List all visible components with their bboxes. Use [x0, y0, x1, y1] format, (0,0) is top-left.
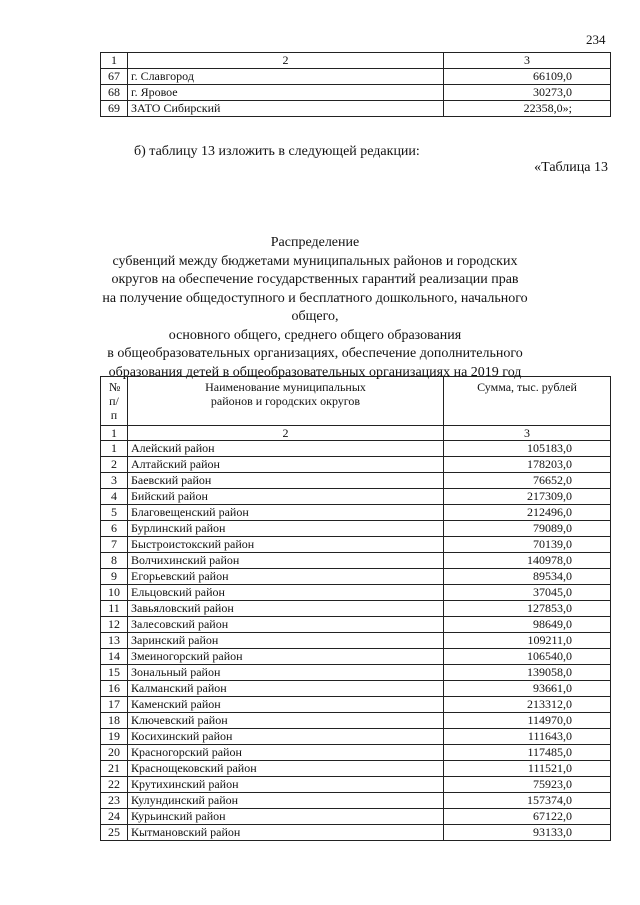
- row-number: 10: [101, 585, 128, 601]
- row-name: Алтайский район: [128, 457, 444, 473]
- row-number: 25: [101, 825, 128, 841]
- row-name: Калманский район: [128, 681, 444, 697]
- table-row: [101, 697, 611, 713]
- row-number: 15: [101, 665, 128, 681]
- heading-line: основного общего, среднего общего образования: [168, 327, 462, 343]
- table-row: [101, 505, 611, 521]
- row-name: Красногорский район: [128, 745, 444, 761]
- row-number: 7: [101, 537, 128, 553]
- row-number: 19: [101, 729, 128, 745]
- row-sum: 111521,0: [444, 761, 611, 777]
- row-sum: 117485,0: [444, 745, 611, 761]
- row-number: 21: [101, 761, 128, 777]
- row-name: ЗАТО Сибирский: [128, 101, 444, 117]
- row-name: Каменский район: [128, 697, 444, 713]
- row-number: 9: [101, 569, 128, 585]
- row-name: Завьяловский район: [128, 601, 444, 617]
- table-row: [101, 569, 611, 585]
- row-name: Быстроистокский район: [128, 537, 444, 553]
- row-number: 18: [101, 713, 128, 729]
- table-row: [101, 777, 611, 793]
- table-row: [101, 633, 611, 649]
- column-number: 1: [101, 53, 128, 69]
- table-row: [101, 729, 611, 745]
- row-sum: 30273,0: [444, 85, 611, 101]
- row-sum: 70139,0: [444, 537, 611, 553]
- table-row: [101, 601, 611, 617]
- row-name: Крутихинский район: [128, 777, 444, 793]
- row-name: Кулундинский район: [128, 793, 444, 809]
- column-number: 3: [444, 426, 611, 441]
- column-number: 3: [444, 53, 611, 69]
- row-number: 24: [101, 809, 128, 825]
- row-sum: 22358,0»;: [444, 101, 611, 117]
- row-number: 13: [101, 633, 128, 649]
- table-row: [101, 761, 611, 777]
- instruction-paragraph: б) таблицу 13 изложить в следующей редакции:: [134, 144, 420, 159]
- row-name: Зональный район: [128, 665, 444, 681]
- row-name: Бийский район: [128, 489, 444, 505]
- row-sum: 89534,0: [444, 569, 611, 585]
- row-sum: 37045,0: [444, 585, 611, 601]
- row-number: 3: [101, 473, 128, 489]
- row-number: 17: [101, 697, 128, 713]
- row-name: Кытмановский район: [128, 825, 444, 841]
- row-sum: 93661,0: [444, 681, 611, 697]
- row-sum: 139058,0: [444, 665, 611, 681]
- table-row: [101, 681, 611, 697]
- table-row: [101, 617, 611, 633]
- row-number: 4: [101, 489, 128, 505]
- row-sum: 106540,0: [444, 649, 611, 665]
- row-sum: 217309,0: [444, 489, 611, 505]
- table-row: [101, 473, 611, 489]
- row-number: 67: [101, 69, 128, 85]
- row-sum: 75923,0: [444, 777, 611, 793]
- row-name: Волчихинский район: [128, 553, 444, 569]
- row-sum: 111643,0: [444, 729, 611, 745]
- page-number: 234: [586, 32, 606, 47]
- table-row: [101, 745, 611, 761]
- table-row: [101, 489, 611, 505]
- row-sum: 66109,0: [444, 69, 611, 85]
- table-row: [101, 85, 611, 101]
- subvention-table: [100, 376, 611, 841]
- column-number: 2: [128, 426, 444, 441]
- table-row: [101, 713, 611, 729]
- column-number: 1: [101, 426, 128, 441]
- row-name: Егорьевский район: [128, 569, 444, 585]
- row-name: г. Яровое: [128, 85, 444, 101]
- row-sum: 157374,0: [444, 793, 611, 809]
- table-row: [101, 553, 611, 569]
- row-sum: 140978,0: [444, 553, 611, 569]
- table-heading: [90, 234, 540, 382]
- column-number: 2: [128, 53, 444, 69]
- table-row: [101, 825, 611, 841]
- row-name: Благовещенский район: [128, 505, 444, 521]
- row-number: 1: [101, 441, 128, 457]
- table-row: [101, 537, 611, 553]
- row-name: Заринский район: [128, 633, 444, 649]
- row-sum: 79089,0: [444, 521, 611, 537]
- row-sum: 178203,0: [444, 457, 611, 473]
- row-name: Змеиногорский район: [128, 649, 444, 665]
- row-number: 69: [101, 101, 128, 117]
- previous-table-end: [100, 52, 611, 117]
- table-row: [101, 441, 611, 457]
- row-number: 68: [101, 85, 128, 101]
- row-number: 8: [101, 553, 128, 569]
- row-sum: 114970,0: [444, 713, 611, 729]
- column-numbers-row: [101, 426, 611, 441]
- row-name: Курьинский район: [128, 809, 444, 825]
- table-row: [101, 69, 611, 85]
- row-sum: 213312,0: [444, 697, 611, 713]
- heading-line: субвенций между бюджетами муниципальных районов и городских: [112, 253, 518, 269]
- row-number: 16: [101, 681, 128, 697]
- row-sum: 212496,0: [444, 505, 611, 521]
- row-sum: 105183,0: [444, 441, 611, 457]
- heading-line: на получение общедоступного и бесплатного дошкольного, начального общего,: [102, 290, 528, 324]
- header-sum: Сумма, тыс. рублей: [444, 377, 611, 426]
- row-name: Краснощековский район: [128, 761, 444, 777]
- row-sum: 98649,0: [444, 617, 611, 633]
- heading-line: в общеобразовательных организациях, обеспечение дополнительного: [107, 346, 523, 361]
- row-sum: 93133,0: [444, 825, 611, 841]
- row-name: Баевский район: [128, 473, 444, 489]
- header-number: № п/п: [101, 377, 128, 426]
- table-row: [101, 793, 611, 809]
- row-number: 11: [101, 601, 128, 617]
- row-name: Ельцовский район: [128, 585, 444, 601]
- heading-title: Распределение: [270, 235, 360, 250]
- row-number: 2: [101, 457, 128, 473]
- row-sum: 127853,0: [444, 601, 611, 617]
- table-row: [101, 665, 611, 681]
- heading-line: образования детей в общеобразовательных организациях на 2019 год: [108, 364, 522, 380]
- table-row: [101, 457, 611, 473]
- row-name: Ключевский район: [128, 713, 444, 729]
- table-row: [101, 649, 611, 665]
- row-name: Залесовский район: [128, 617, 444, 633]
- row-name: Бурлинский район: [128, 521, 444, 537]
- row-number: 5: [101, 505, 128, 521]
- row-number: 12: [101, 617, 128, 633]
- table-row: [101, 585, 611, 601]
- table-row: [101, 101, 611, 117]
- table-header-row: [101, 377, 611, 426]
- row-name: Алейский район: [128, 441, 444, 457]
- table-row: [101, 809, 611, 825]
- row-sum: 76652,0: [444, 473, 611, 489]
- row-name: г. Славгород: [128, 69, 444, 85]
- row-number: 23: [101, 793, 128, 809]
- row-number: 6: [101, 521, 128, 537]
- header-name: Наименование муниципальных районов и городских округов: [128, 377, 444, 426]
- row-name: Косихинский район: [128, 729, 444, 745]
- table-header-row: [101, 53, 611, 69]
- heading-line: округов на обеспечение государственных гарантий реализации прав: [111, 272, 519, 287]
- table-row: [101, 521, 611, 537]
- row-number: 20: [101, 745, 128, 761]
- row-number: 14: [101, 649, 128, 665]
- row-sum: 109211,0: [444, 633, 611, 649]
- row-number: 22: [101, 777, 128, 793]
- row-sum: 67122,0: [444, 809, 611, 825]
- table-label: «Таблица 13: [534, 160, 608, 175]
